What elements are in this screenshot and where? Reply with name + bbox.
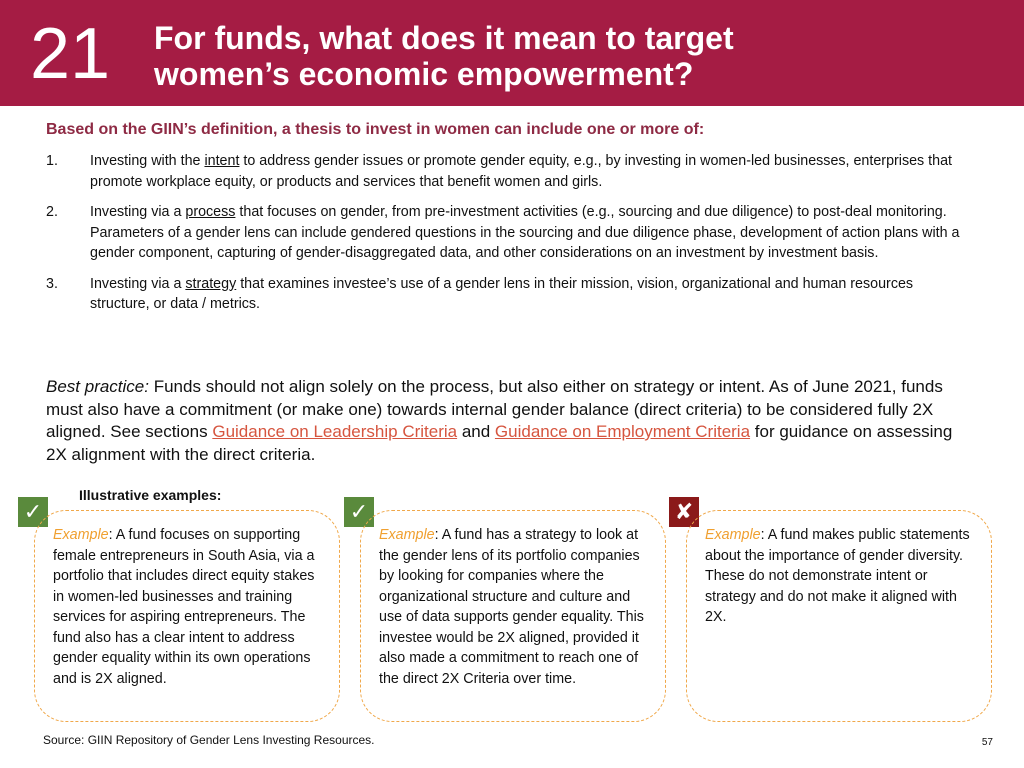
page-number: 57 (981, 737, 993, 748)
employment-criteria-link[interactable]: Guidance on Employment Criteria (494, 422, 751, 441)
list-number: 3. (46, 275, 58, 292)
list-text-before: Investing via a (90, 204, 186, 220)
list-text-after: that focuses on gender, from pre-investment activities (e.g., sourcing and due diligence) to post-deal monitoring. Parameters of a gender lens can include gendered questions in the sourcing and due diligence phase, development of action plans with a gender component, capturing of gender-disaggregated data, and other considerations on an investment by investment basis. (90, 204, 960, 261)
example-text: : A fund has a strategy to look at the gender lens of its portfolio companies by looking for companies where the organizational structure and culture and use of data supports gender equality. This investee would be 2X aligned, provided it also made a commitment to reach one of the direct 2X Criteria over time. (379, 527, 644, 687)
key-term-process: process (185, 204, 236, 220)
key-term-strategy: strategy (185, 275, 237, 292)
list-item (46, 274, 976, 315)
checkmark-icon: ✓ (344, 497, 374, 527)
list-text-after: to address gender issues or promote gender equity, e.g., by investing in women-led businesses, enterprises that promote workplace equity, or products and services that benefit women and girls. (90, 153, 953, 190)
source-note: Source: GIIN Repository of Gender Lens Investing Resources. (43, 733, 375, 747)
example-card-not-aligned (686, 510, 992, 722)
key-term-intent: intent (204, 153, 240, 169)
lead-statement: Based on the GIIN’s definition, a thesis to invest in women can include one or more of: (46, 121, 705, 138)
best-practice-paragraph (46, 376, 976, 466)
list-text-before: Investing via a (90, 275, 186, 292)
example-label: Example (53, 527, 109, 543)
list-item (46, 151, 976, 192)
cross-icon: ✘ (669, 497, 699, 527)
example-text: : A fund makes public statements about the importance of gender diversity. These do not demonstrate intent or strategy and do not make it aligned with 2X. (705, 527, 970, 625)
best-practice-text: and (457, 422, 495, 441)
page-title-line-2: women’s economic empowerment? (154, 56, 694, 92)
definition-list (46, 151, 976, 325)
example-card-aligned-2 (360, 510, 666, 722)
example-card-aligned-1 (34, 510, 340, 722)
section-number: 21 (30, 14, 111, 94)
list-item (46, 202, 976, 264)
examples-heading: Illustrative examples: (79, 487, 222, 503)
page-title-line-1: For funds, what does it mean to target (154, 20, 734, 56)
best-practice-label: Best practice: (46, 377, 149, 396)
best-practice-text: Funds should not align solely on the process, but also either on strategy or intent. As of June 2021, funds must also have a commitment (or make one) towards internal gender balance (direct criteria) to be considered fully 2X aligned. See sections (46, 377, 943, 441)
list-number: 1. (46, 153, 58, 169)
best-practice-text: for guidance on assessing 2X alignment with the direct criteria. (46, 422, 953, 464)
example-label: Example (379, 527, 435, 543)
list-number: 2. (46, 204, 58, 220)
list-text-before: Investing with the (90, 153, 205, 169)
title-banner (0, 0, 1024, 106)
checkmark-icon: ✓ (18, 497, 48, 527)
page-title (154, 20, 874, 92)
example-text: : A fund focuses on supporting female entrepreneurs in South Asia, via a portfolio that includes direct equity stakes in women-led businesses and training services for aspiring entrepreneurs. The fund also has a clear intent to address gender equality within its own operations and is 2X aligned. (53, 527, 315, 687)
leadership-criteria-link[interactable]: Guidance on Leadership Criteria (212, 422, 458, 441)
example-label: Example (705, 527, 761, 543)
list-text-after: that examines investee’s use of a gender lens in their mission, vision, organizational and human resources structure, or data / metrics. (90, 275, 914, 312)
